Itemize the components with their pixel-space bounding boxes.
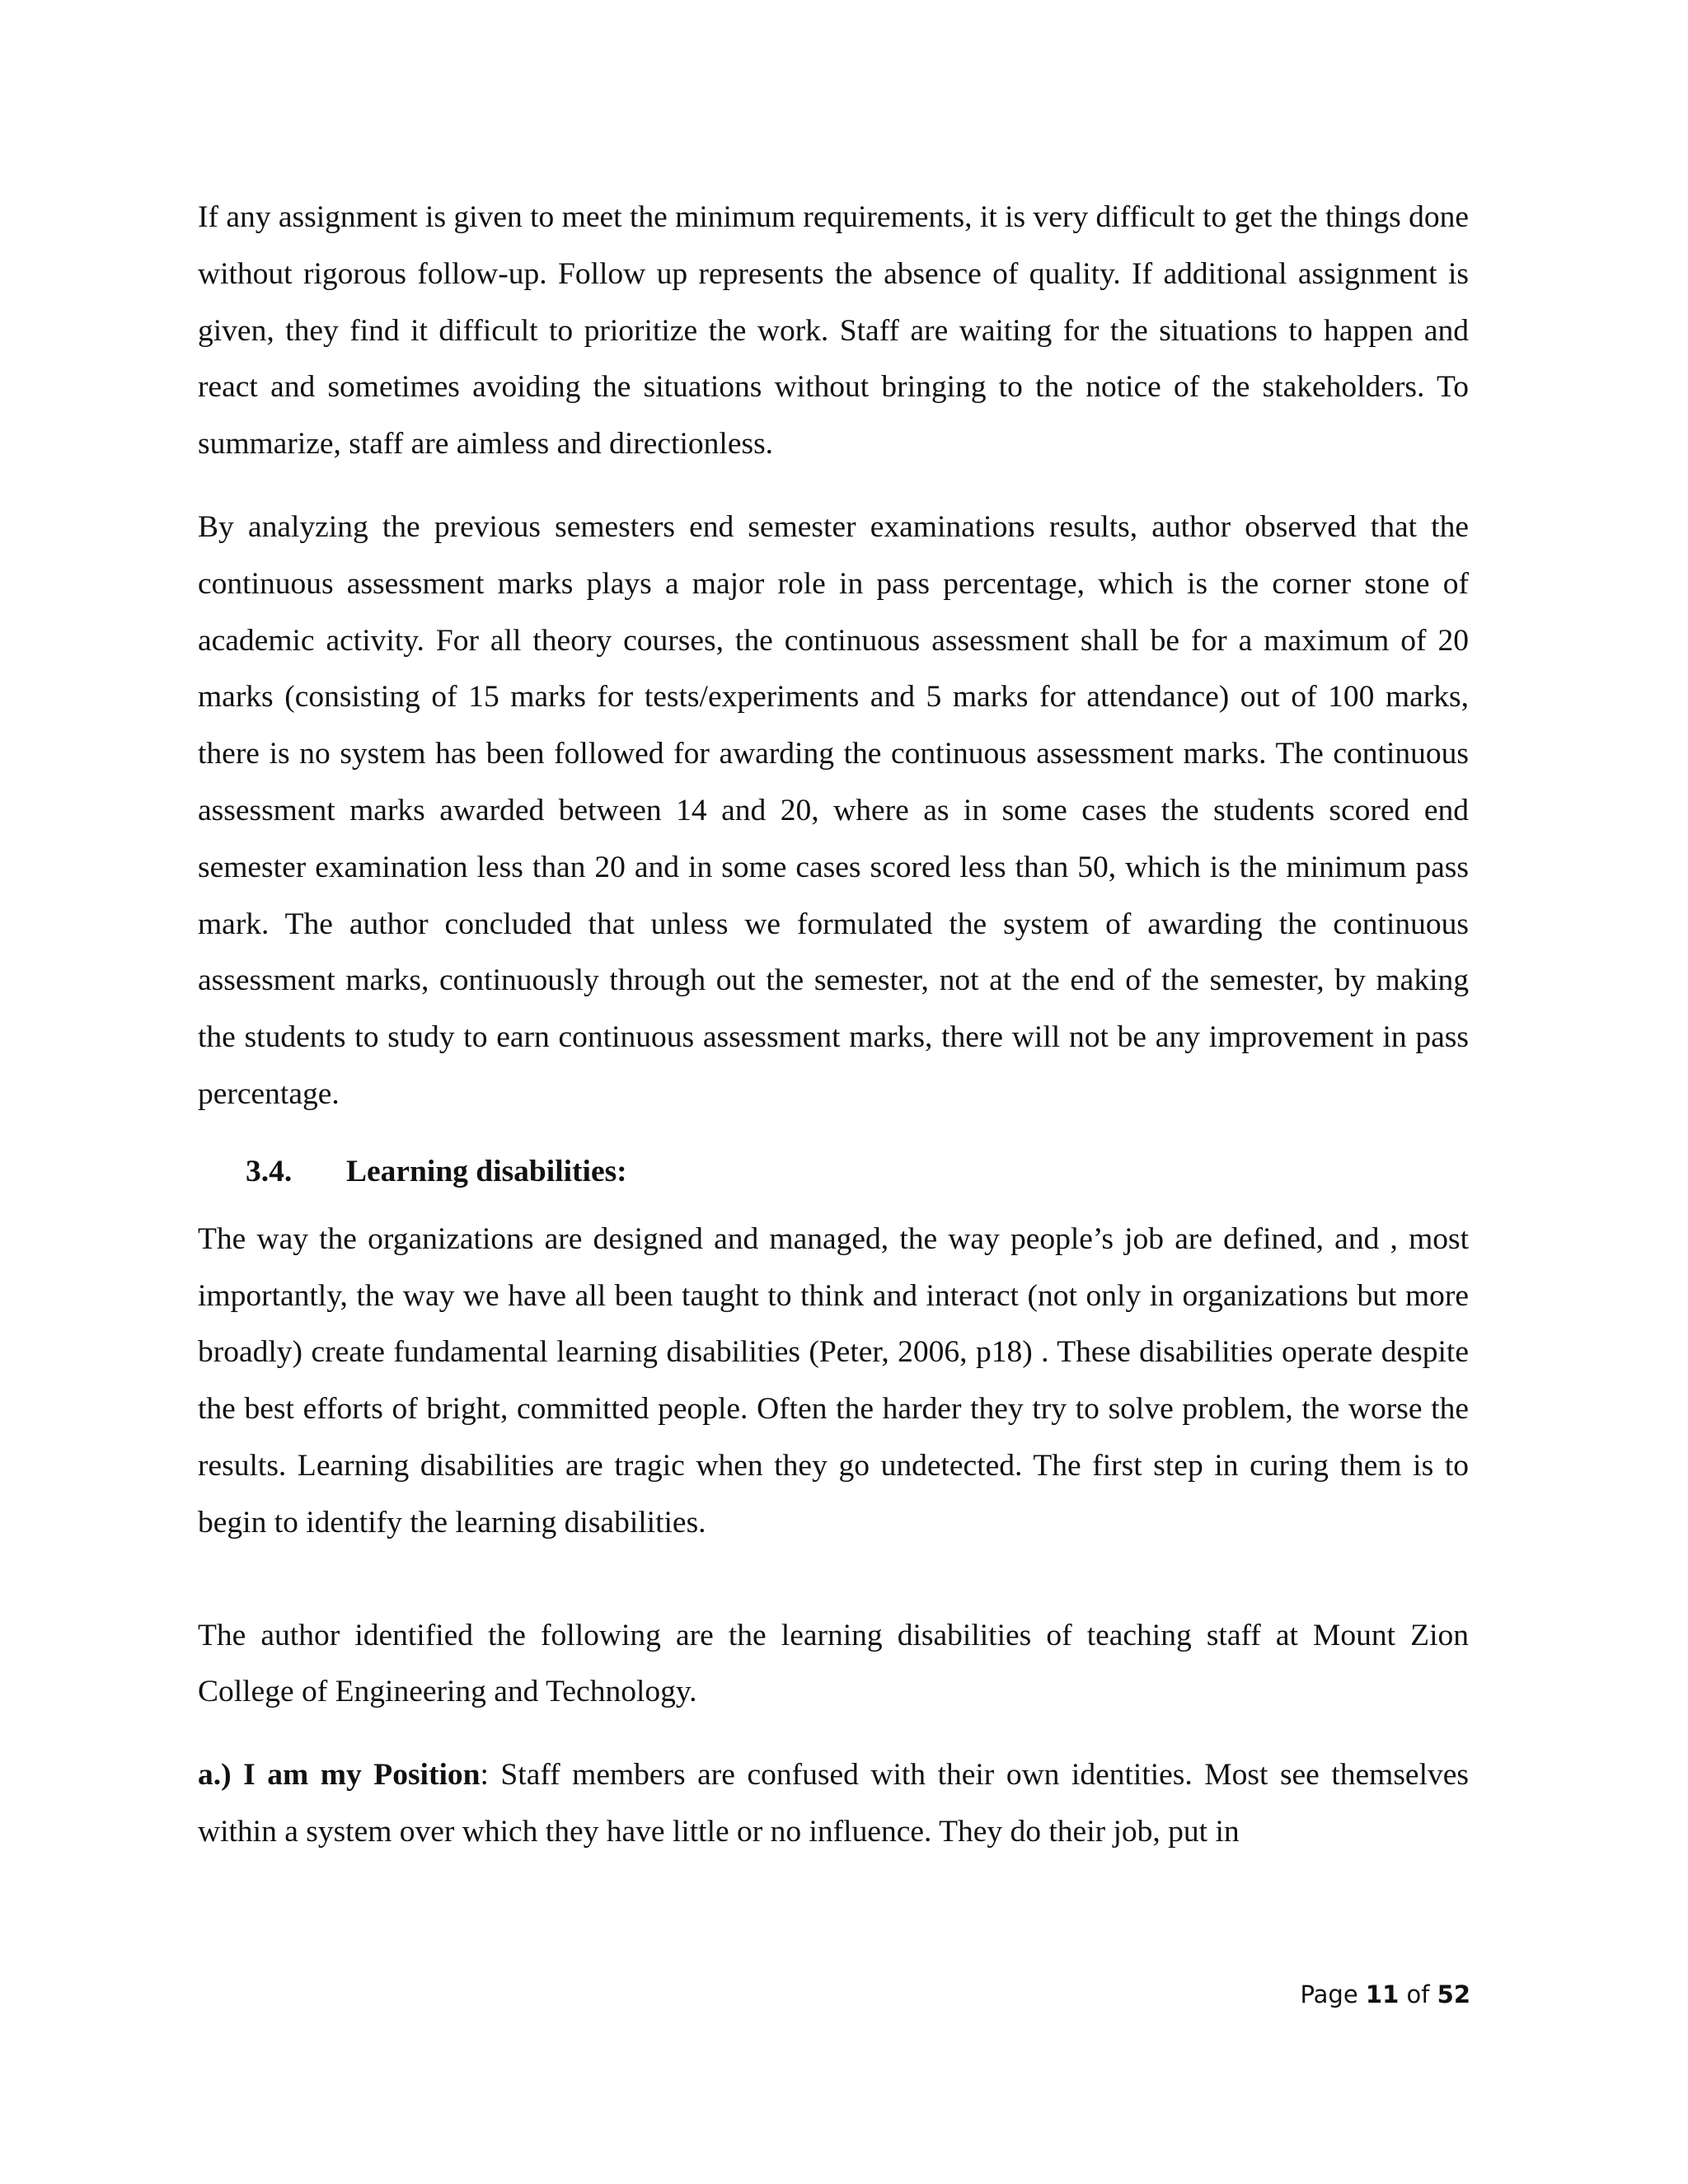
paragraph-lead-term: a.) I am my Position <box>198 1758 481 1793</box>
paragraph-i-am-my-position <box>198 1747 1469 1861</box>
section-title: Learning disabilities: <box>346 1154 627 1188</box>
footer-page-word: Page <box>1300 1980 1358 2008</box>
paragraph-learning-disabilities: The way the organizations are designed and managed, the way people’s job are defined, and , most importantly, the way we have all been taught to think and interact (not only in organizations but more broadly) create fundamental learning disabilities (Peter, 2006, p18) . These disabilities operate despite the best efforts of bright, committed people. Often the harder they try to solve problem, the worse the results. Learning disabilities are tragic when they go undetected. The first step in curing them is to begin to identify the learning disabilities. <box>198 1221 1469 1540</box>
paragraph-lead-body: : Staff members are confused with their own identities. Most see themselves within a system over which they have little or no influence. They do their job, put in <box>198 1758 1469 1849</box>
paragraph-follow-up: If any assignment is given to meet the minimum requirements, it is very difficult to get the things done without rigorous follow-up. Follow up represents the absence of quality. If additional assignment is given, they find it difficult to prioritize the work. Staff are waiting for the situations to happen and react and sometimes avoiding the situations without bringing to the notice of the stakeholders. To summarize, staff are aimless and directionless. <box>198 200 1469 462</box>
section-heading <box>198 1144 1469 1200</box>
document-page <box>198 190 1469 1861</box>
footer-current-page: 11 <box>1365 1980 1400 2008</box>
section-number: 3.4. <box>246 1154 293 1188</box>
footer-total-pages: 52 <box>1437 1980 1470 2008</box>
paragraph-identified-disabilities: The author identified the following are the learning disabilities of teaching staff at Mount Zion College of Engineering and Technology. <box>198 1618 1469 1709</box>
footer-of-word: of <box>1406 1980 1430 2008</box>
page-number-footer <box>1300 1980 1470 2008</box>
paragraph-continuous-assessment: By analyzing the previous semesters end semester examinations results, author observed that the continuous assessment marks plays a major role in pass percentage, which is the corner stone of academic activity. For all theory courses, the continuous assessment shall be for a maximum of 20 marks (consisting of 15 marks for tests/experiments and 5 marks for attendance) out of 100 marks, there is no system has been followed for awarding the continuous assessment marks. The continuous assessment marks awarded between 14 and 20, where as in some cases the students scored end semester examination less than 20 and in some cases scored less than 50, which is the minimum pass mark. The author concluded that unless we formulated the system of awarding the continuous assessment marks, continuously through out the semester, not at the end of the semester, by making the students to study to earn continuous assessment marks, there will not be any improvement in pass percentage. <box>198 509 1469 1111</box>
